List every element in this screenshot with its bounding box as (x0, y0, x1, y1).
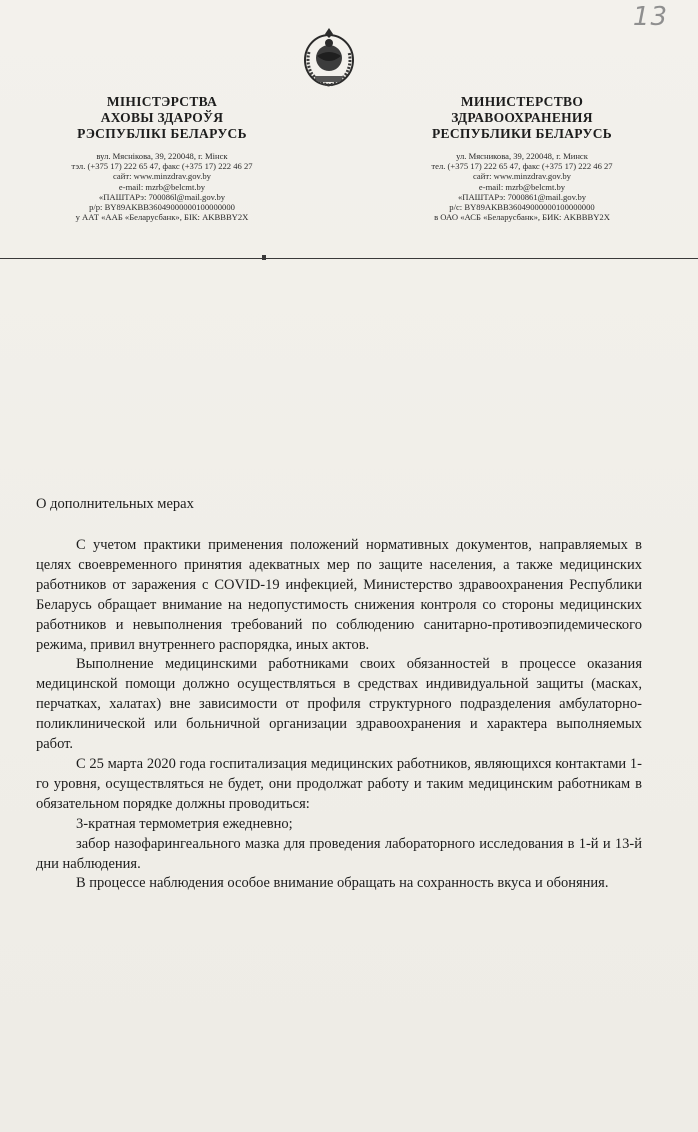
ministry-line: ЗДРАВООХРАНЕНИЯ (451, 110, 593, 125)
ministry-line: РЕСПУБЛИКИ БЕЛАРУСЬ (432, 126, 612, 141)
header-divider (0, 258, 698, 259)
contact-site: сайт: www.minzdrav.gov.by (473, 171, 571, 182)
ministry-line: РЭСПУБЛIКI БЕЛАРУСЬ (77, 126, 247, 141)
contact-mail-service: «ПАШТАРэ: 7000861@mail.gov.by (457, 191, 587, 202)
contact-bank: в ОАО «АСБ «Беларусбанк», БИК: AKBBBY2X (434, 212, 610, 223)
contact-phone: тэл. (+375 17) 222 65 47, факс (+375 17) 222 46 27 (71, 161, 253, 172)
ministry-name-russian (372, 94, 672, 142)
contact-address: вул. Мяснiкова, 39, 220048, г. Мiнск (96, 151, 228, 161)
header-belarusian (12, 94, 312, 222)
letter-body (36, 536, 642, 894)
header-divider-tick (262, 255, 266, 260)
list-item: 3-кратная термометрия ежедневно; (76, 815, 293, 832)
state-emblem-icon (300, 26, 358, 88)
contact-phone: тел. (+375 17) 222 65 47, факс (+375 17) 222 46 27 (431, 161, 613, 172)
paragraph: В процессе наблюдения особое внимание обращать на сохранность вкуса и обоняния. (76, 875, 609, 892)
paragraph: Выполнение медицинскими работниками своих обязанностей в процессе оказания медицинской помощи должно осуществляться в средствах индивидуальной защиты (масках, перчатках, халатах) вне зависимости от профиля структурного подразделения амбулаторно-поликлинической или больничной организации здравоохранения и характера выполняемых работ. (36, 656, 642, 753)
contacts-belarusian (12, 151, 312, 222)
contact-bank: у ААТ «ААБ «Беларусбанк», БIК: AKBBBY2X (75, 212, 249, 223)
ministry-name-belarusian (12, 94, 312, 142)
paragraph: С учетом практики применения положений нормативных документов, направляемых в целях своевременного принятия адекватных мер по защите населения, а также медицинских работников от заражения с COVID-19 инфекцией, Министерство здравоохранения Республики Беларусь обращает внимание на недопустимость снижения контроля со стороны медицинских работников и невыполнения требований по соблюдению санитарно-противоэпидемического режима, привил внутреннего распорядка, иных актов. (36, 537, 642, 653)
ministry-line: МIНIСТЭРСТВА (106, 94, 218, 109)
contact-email: e-mail: mzrb@belcmt.by (478, 181, 566, 192)
contact-site: сайт: www.minzdrav.gov.by (113, 171, 211, 182)
paragraph: С 25 марта 2020 года госпитализация медицинских работников, являющихся контактами 1-го уровня, осуществляться не будет, они продолжат работу и таким медицинским работникам в обязательном порядке должны проводиться: (36, 755, 642, 812)
contact-account: р/р: BY89AKBB36049000000100000000 (89, 202, 235, 213)
ministry-line: МИНИСТЕРСТВО (460, 94, 584, 109)
letter-subject: О дополнительных мерах (36, 496, 194, 512)
header-russian (372, 94, 672, 222)
contact-mail-service: «ПАШТАРэ: 700086l@mail.gov.by (98, 191, 226, 202)
contacts-russian (372, 151, 672, 222)
page-number: 13 (632, 2, 668, 32)
ministry-line: АХОВЫ ЗДАРОЎЯ (100, 110, 224, 125)
list-item: забор назофарингеального мазка для проведения лабораторного исследования в 1-й и 13-й дни наблюдения. (36, 835, 642, 872)
contact-account: р/с: BY89AKBB36049000000100000000 (449, 202, 595, 213)
contact-email: e-mail: mzrb@belcmt.by (118, 181, 206, 192)
contact-address: ул. Мясникова, 39, 220048, г. Минск (456, 151, 588, 161)
